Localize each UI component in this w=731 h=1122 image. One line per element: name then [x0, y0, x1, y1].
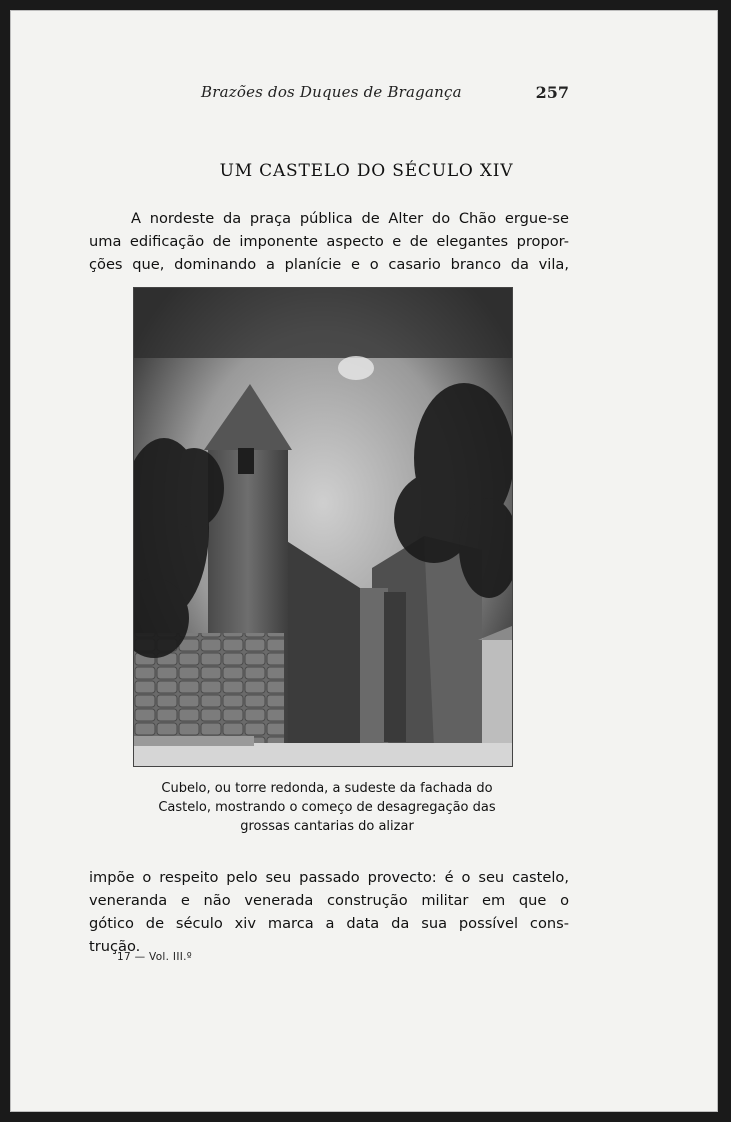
signature-mark: 17 — Vol. III.º: [117, 951, 192, 963]
running-header: [201, 83, 569, 111]
caption-line: Cubelo, ou torre redonda, a sudeste da fachada do: [161, 781, 493, 796]
paragraph-line: uma edificação de imponente aspecto e de elegantes propor-: [89, 233, 569, 250]
paragraph-line: veneranda e não venerada construção militar em que o: [89, 892, 569, 909]
photo-caption: [107, 779, 547, 836]
paragraph-line: impõe o respeito pelo seu passado provecto: é o seu castelo,: [89, 869, 569, 886]
running-title: Brazões dos Duques de Bragança: [201, 83, 462, 101]
book-page: [10, 10, 718, 1112]
paragraph-continuation: [89, 866, 569, 958]
paragraph-intro: [89, 207, 569, 276]
caption-line: grossas cantarias do alizar: [240, 819, 414, 834]
castle-photo-illustration: [134, 288, 512, 766]
paragraph-line: ções que, dominando a planície e o casario branco da vila,: [89, 256, 569, 273]
paragraph-line: A nordeste da praça pública de Alter do Chão ergue-se: [131, 210, 569, 227]
castle-photograph: [133, 287, 513, 767]
paragraph-line: gótico de século xiv marca a data da sua possível cons-: [89, 915, 569, 932]
chapter-title: UM CASTELO DO SÉCULO XIV: [219, 161, 514, 181]
page-number: 257: [535, 83, 569, 102]
paragraph-line: trução.: [89, 938, 141, 955]
caption-line: Castelo, mostrando o começo de desagregação das: [158, 800, 496, 815]
